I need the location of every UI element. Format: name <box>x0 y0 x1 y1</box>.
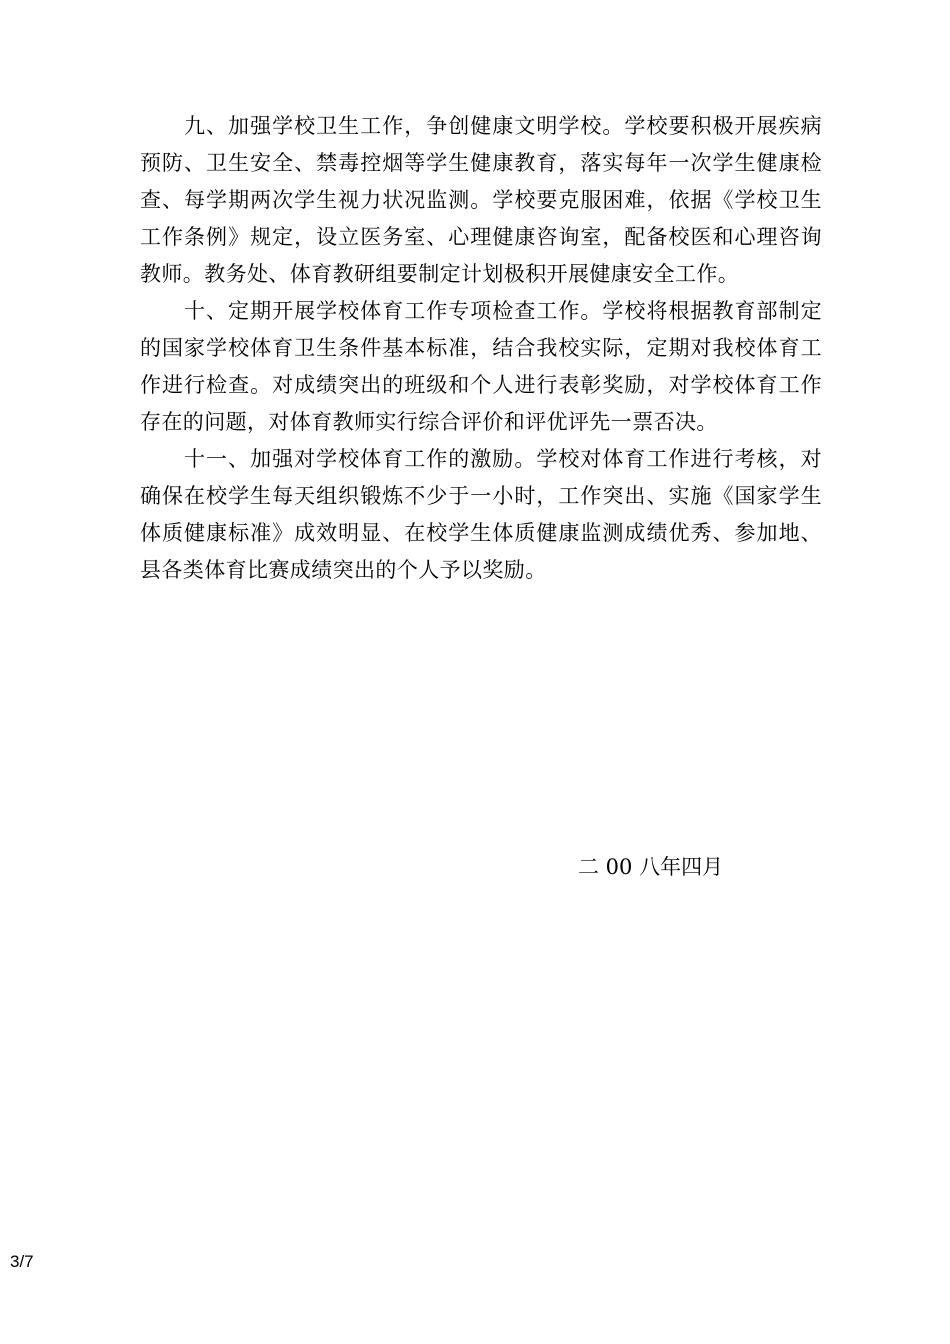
page-indicator: 3/7 <box>10 1252 34 1271</box>
paragraph-nine: 九、加强学校卫生工作，争创健康文明学校。学校要积极开展疾病预防、卫生安全、禁毒控烟等学生健康教育，落实每年一次学生健康检查、每学期两次学生视力状况监测。学校要克服困难，依据《学校卫生工作条例》规定，设立医务室、心理健康咨询室，配备校医和心理咨询教师。教务处、体育教研组要制定计划极积开展健康安全工作。 <box>140 114 822 286</box>
paragraph-eleven: 十一、加强对学校体育工作的激励。学校对体育工作进行考核，对确保在校学生每天组织锻炼不少于一小时，工作突出、实施《国家学生体质健康标准》成效明显、在校学生体质健康监测成绩优秀、参加地、县各类体育比赛成绩突出的个人予以奖励。 <box>140 447 822 582</box>
paragraph-ten: 十、定期开展学校体育工作专项检查工作。学校将根据教育部制定的国家学校体育卫生条件基本标准，结合我校实际，定期对我校体育工作进行检查。对成绩突出的班级和个人进行表彰奖励，对学校体育工作存在的问题，对体育教师实行综合评价和评优评先一票否决。 <box>140 299 822 434</box>
document-date: 二 00 八年四月 <box>578 855 724 879</box>
document-body <box>140 108 822 589</box>
